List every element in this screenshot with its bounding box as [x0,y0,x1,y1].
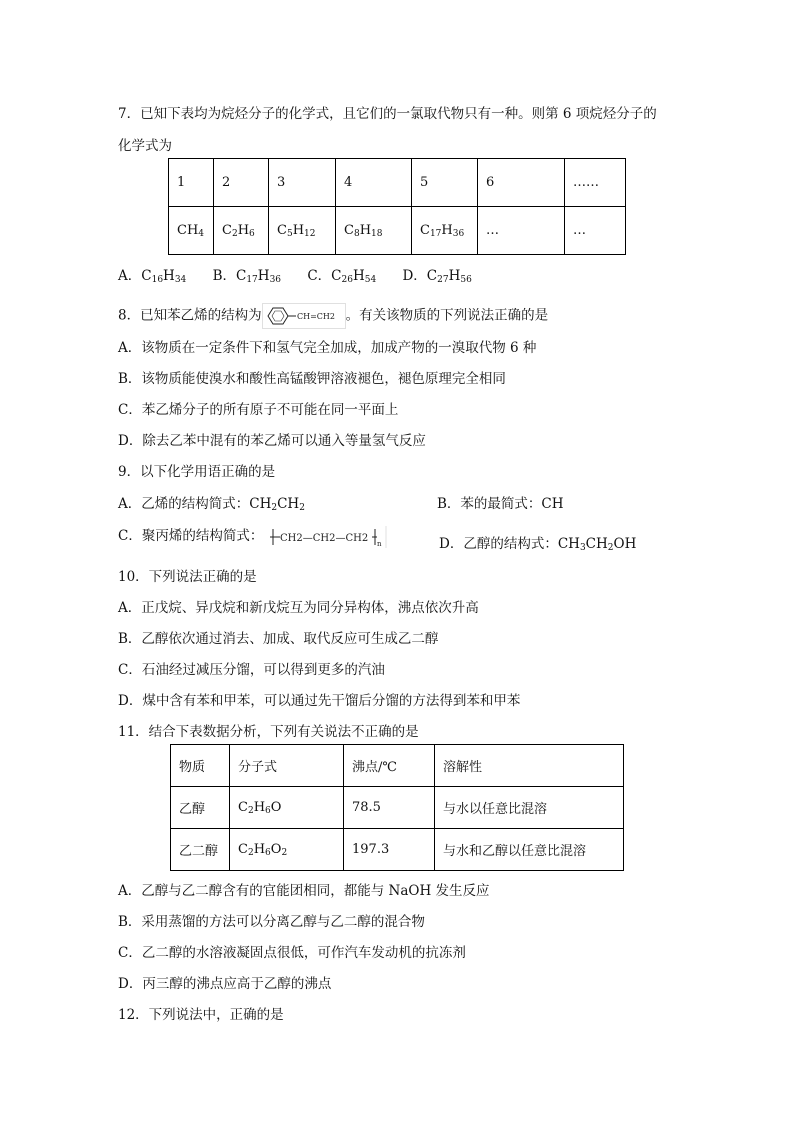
styrene-structure-label: CH=CH2 [296,312,335,321]
q11-cell: $C_2H_6O$ [230,787,344,829]
q11-option-b: B．采用蒸馏的方法可以分离乙醇与乙二醇的混合物 [118,914,425,930]
q11-stem: 11．结合下表数据分析，下列有关说法不正确的是 [118,724,419,740]
q11-table-row [171,787,624,829]
q11-header-cell: 分子式 [230,745,344,787]
q11-option-c: C．乙二醇的水溶液凝固点很低，可作汽车发动机的抗冻剂 [118,945,466,961]
q7-formula-cell: $C_2H_6$ [214,207,269,255]
q7-formula-cell: $CH_4$ [169,207,214,255]
polypropylene-formula-icon [269,525,387,549]
q7-formula-cell: $C_{17}H_{36}$ [412,207,478,255]
q11-table-header-row [171,745,624,787]
q10-option-d: D．煤中含有苯和甲苯，可以通过先干馏后分馏的方法得到苯和甲苯 [118,693,521,709]
polymer-n-subscript: n [377,539,382,548]
q7-header-cell: 1 [169,159,214,207]
q8-stem-before: 8．已知苯乙烯的结构为 [118,307,262,324]
q7-formula-cell: … [478,207,565,255]
q10-option-a: A．正戊烷、异戊烷和新戊烷互为同分异构体，沸点依次升高 [118,600,479,616]
q7-table-value-row [169,207,626,255]
q11-cell: 与水以任意比混溶 [435,787,624,829]
q11-cell: 197.3 [344,829,435,871]
q7-stem-line2: 化学式为 [118,138,172,154]
q10-option-c: C．石油经过减压分馏，可以得到更多的汽油 [118,662,385,678]
q11-header-cell: 溶解性 [435,745,624,787]
q7-option-c: C．$C_{26}H_{54}$ [307,268,377,285]
q10-option-b: B．乙醇依次通过消去、加成、取代反应可生成乙二醇 [118,631,439,647]
q8-stem-after: 。有关该物质的下列说法正确的是 [345,307,549,324]
q7-formula-cell: $C_8H_{18}$ [336,207,412,255]
q11-option-d: D．丙三醇的沸点应高于乙醇的沸点 [118,976,332,992]
q8-stem [118,303,548,329]
polypropylene-formula: CH2—CH2—CH2 [280,532,369,544]
q7-table-header-row [169,159,626,207]
q7-option-d: D．$C_{27}H_{56}$ [402,268,472,285]
q9-option-a: A．乙烯的结构简式：$CH_2CH_2$ [118,496,305,513]
q11-option-a: A．乙醇与乙二醇含有的官能团相同，都能与 NaOH 发生反应 [118,883,490,899]
q9-option-c-label: C．聚丙烯的结构简式： [118,528,264,544]
q10-stem: 10．下列说法正确的是 [118,569,257,585]
q7-option-b: B．$C_{17}H_{36}$ [212,268,282,285]
q7-stem-line1: 7．已知下表均为烷烃分子的化学式，且它们的一氯取代物只有一种。则第 6 项烷烃分子的 [118,106,657,122]
q11-cell: $C_2H_6O_2$ [230,829,344,871]
q7-option-a: A．$C_{16}H_{34}$ [118,268,187,285]
q11-table [170,744,624,871]
q7-header-cell: 6 [478,159,565,207]
q7-header-cell: 4 [336,159,412,207]
q11-table-row [171,829,624,871]
q11-cell: 78.5 [344,787,435,829]
q7-options [118,264,494,284]
q7-header-cell: …… [565,159,626,207]
q9-stem: 9．以下化学用语正确的是 [118,464,276,480]
q12-stem: 12．下列说法中，正确的是 [118,1007,284,1023]
q7-header-cell: 5 [412,159,478,207]
q7-formula-cell: $C_5H_{12}$ [269,207,336,255]
q11-header-cell: 沸点/℃ [344,745,435,787]
q9-option-b: B．苯的最简式：CH [437,496,564,512]
q8-option-a: A．该物质在一定条件下和氢气完全加成，加成产物的一溴取代物 6 种 [118,340,537,356]
q7-table [168,158,626,255]
q8-option-c: C．苯乙烯分子的所有原子不可能在同一平面上 [118,402,399,418]
q11-cell: 乙醇 [171,787,230,829]
q11-cell: 乙二醇 [171,829,230,871]
q11-cell: 与水和乙醇以任意比混溶 [435,829,624,871]
q9-option-d: D．乙醇的结构式：$CH_3CH_2OH$ [439,536,637,553]
q7-header-cell: 2 [214,159,269,207]
styrene-structure-icon [262,303,346,329]
q11-header-cell: 物质 [171,745,230,787]
q7-header-cell: 3 [269,159,336,207]
q9-option-c [118,524,387,549]
q7-formula-cell: … [565,207,626,255]
q8-option-d: D．除去乙苯中混有的苯乙烯可以通入等量氢气反应 [118,433,426,449]
q8-option-b: B．该物质能使溴水和酸性高锰酸钾溶液褪色，褪色原理完全相同 [118,371,506,387]
